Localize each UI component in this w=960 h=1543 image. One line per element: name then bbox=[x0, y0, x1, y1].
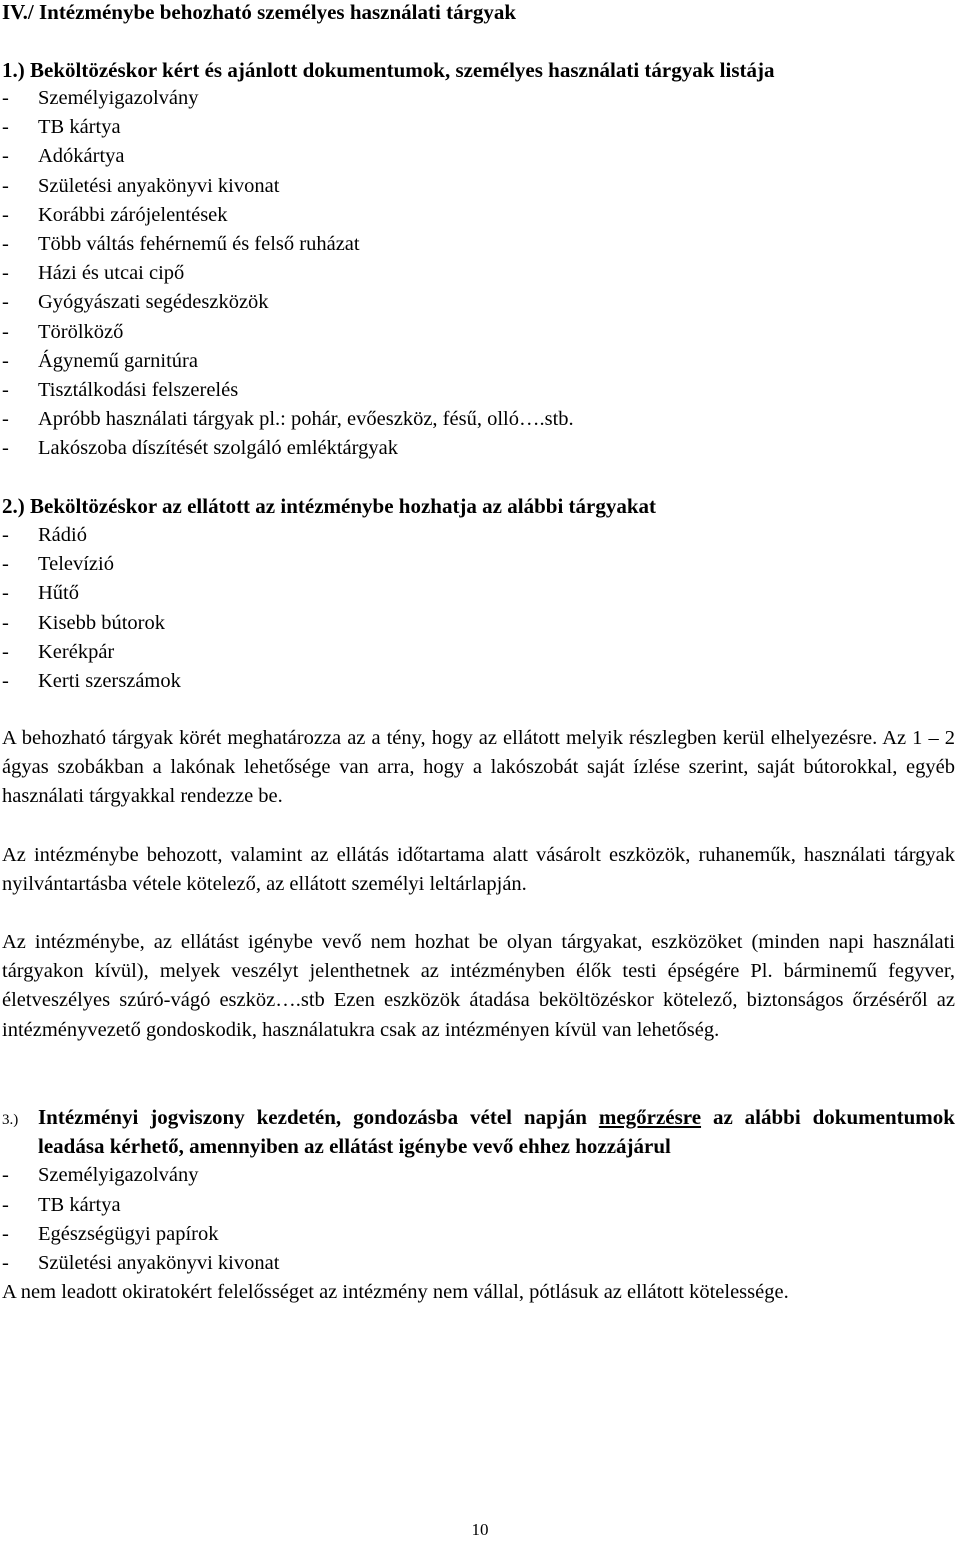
list-item-text: Kerékpár bbox=[38, 640, 115, 663]
list-dash: - bbox=[2, 232, 9, 255]
page-title: IV./ Intézménybe behozható személyes használati tárgyak bbox=[2, 0, 517, 24]
list-dash: - bbox=[2, 1193, 9, 1216]
list-item-text: Apróbb használati tárgyak pl.: pohár, evőeszköz, fésű, olló….stb. bbox=[38, 408, 574, 431]
list-item-text: Kisebb bútorok bbox=[38, 611, 165, 634]
list-item bbox=[2, 113, 574, 142]
list-dash: - bbox=[2, 378, 9, 401]
section-2-list bbox=[2, 521, 181, 696]
list-dash: - bbox=[2, 553, 9, 576]
list-item bbox=[2, 230, 574, 259]
section-3-heading-end: az alábbi dokumentumok leadása kérhető, amennyiben az ellátást igénybe vevő ehhez hozzájárul bbox=[38, 1105, 955, 1159]
section-1-list bbox=[2, 84, 574, 463]
list-item-text: Születési anyakönyvi kivonat bbox=[38, 1251, 280, 1274]
list-dash: - bbox=[2, 640, 9, 663]
list-item-text: Gyógyászati segédeszközök bbox=[38, 291, 269, 314]
list-item bbox=[2, 405, 574, 434]
list-item bbox=[2, 84, 574, 113]
list-dash: - bbox=[2, 320, 9, 343]
list-item-text: Televízió bbox=[38, 553, 114, 576]
page-number: 10 bbox=[471, 1520, 489, 1539]
list-item bbox=[2, 434, 574, 463]
paragraph-prohibited-items: Az intézménybe, az ellátást igénybe vevő nem hozhat be olyan tárgyakat, eszközöket (minden napi használati tárgyakon kívül), melyek veszélyt jelenthetnek az intézményben élők testi épségére Pl. bárminemű fegyver, életveszélyes szúró-vágó eszköz….stb Ezen eszközök átadása beköltözéskor kötelező, biztonságos őrzéséről az intézményvezető gondoskodik, használatukra csak az intézményen kívül van lehetőség. bbox=[2, 931, 955, 1041]
list-item bbox=[2, 201, 574, 230]
list-item bbox=[2, 259, 574, 288]
list-dash: - bbox=[2, 116, 9, 139]
list-item bbox=[2, 579, 181, 608]
paragraph-inventory: Az intézménybe behozott, valamint az ellátás időtartama alatt vásárolt eszközök, ruhaneműk, használati tárgyak nyilvántartásba vétele kötelező, az ellátott személyi leltárlapján. bbox=[2, 844, 955, 896]
list-dash: - bbox=[2, 408, 9, 431]
section-3-heading-start: Intézményi jogviszony kezdetén, gondozásba vétel napján bbox=[38, 1105, 599, 1129]
list-item bbox=[2, 376, 574, 405]
list-item-text: TB kártya bbox=[38, 116, 121, 139]
list-item bbox=[2, 1249, 955, 1278]
list-dash: - bbox=[2, 262, 9, 285]
list-item bbox=[2, 172, 574, 201]
list-dash: - bbox=[2, 349, 9, 372]
section-3-heading-underlined: megőrzésre bbox=[598, 1105, 702, 1129]
list-item bbox=[2, 347, 574, 376]
list-item bbox=[2, 1220, 955, 1249]
list-dash: - bbox=[2, 1222, 9, 1245]
section-1-heading: 1.) Beköltözéskor kért és ajánlott dokumentumok, személyes használati tárgyak listája bbox=[2, 58, 775, 82]
list-item-text: Kerti szerszámok bbox=[38, 669, 181, 692]
section-3-heading bbox=[38, 1103, 955, 1161]
list-dash: - bbox=[2, 524, 9, 546]
list-dash: - bbox=[2, 291, 9, 314]
list-item-text: Házi és utcai cipő bbox=[38, 262, 185, 285]
list-dash: - bbox=[2, 1164, 9, 1187]
list-item-text: Hűtő bbox=[38, 582, 79, 605]
list-item-text: Egészségügyi papírok bbox=[38, 1222, 219, 1245]
section-2-heading: 2.) Beköltözéskor az ellátott az intézménybe hozhatja az alábbi tárgyakat bbox=[2, 494, 657, 518]
list-dash: - bbox=[2, 437, 9, 460]
list-item-text: Lakószoba díszítését szolgáló emléktárgyak bbox=[38, 437, 398, 460]
list-item-text: Személyigazolvány bbox=[38, 1164, 199, 1187]
list-dash: - bbox=[2, 582, 9, 605]
paragraph-room-furnishing: A behozható tárgyak körét meghatározza az a tény, hogy az ellátott melyik részlegben kerül elhelyezésre. Az 1 – 2 ágyas szobákban a lakónak lehetősége van arra, hogy a lakószobát saját ízlése szerint, saját bútorokkal, egyéb használati tárgyakkal rendezze be. bbox=[2, 727, 955, 808]
list-item bbox=[2, 667, 181, 696]
list-item-text: Törölköző bbox=[38, 320, 124, 343]
list-item bbox=[2, 288, 574, 317]
list-item-text: TB kártya bbox=[38, 1193, 121, 1216]
list-dash: - bbox=[2, 87, 9, 109]
list-item bbox=[2, 318, 574, 347]
list-item-text: Korábbi zárójelentések bbox=[38, 203, 228, 226]
list-item bbox=[2, 550, 181, 579]
list-item-text: Születési anyakönyvi kivonat bbox=[38, 174, 280, 197]
list-item-text: Tisztálkodási felszerelés bbox=[38, 378, 239, 401]
list-dash: - bbox=[2, 203, 9, 226]
list-item-text: Személyigazolvány bbox=[38, 87, 199, 109]
list-dash: - bbox=[2, 669, 9, 692]
section-3-list bbox=[2, 1161, 955, 1278]
section-3-number: 3.) bbox=[2, 1112, 19, 1128]
list-item-text: Adókártya bbox=[38, 145, 125, 168]
list-item bbox=[2, 609, 181, 638]
list-item bbox=[2, 1161, 955, 1190]
list-item-text: Több váltás fehérnemű és felső ruházat bbox=[38, 232, 360, 255]
list-dash: - bbox=[2, 145, 9, 168]
list-item bbox=[2, 521, 181, 550]
list-item bbox=[2, 638, 181, 667]
list-item bbox=[2, 1191, 955, 1220]
list-item-text: Ágynemű garnitúra bbox=[38, 349, 198, 372]
list-dash: - bbox=[2, 1251, 9, 1274]
list-dash: - bbox=[2, 174, 9, 197]
section-3-closing: A nem leadott okiratokért felelősséget az intézmény nem vállal, pótlásuk az ellátott kötelessége. bbox=[2, 1281, 789, 1304]
list-item-text: Rádió bbox=[38, 524, 87, 546]
list-item bbox=[2, 142, 574, 171]
list-dash: - bbox=[2, 611, 9, 634]
section-3 bbox=[2, 1103, 955, 1307]
